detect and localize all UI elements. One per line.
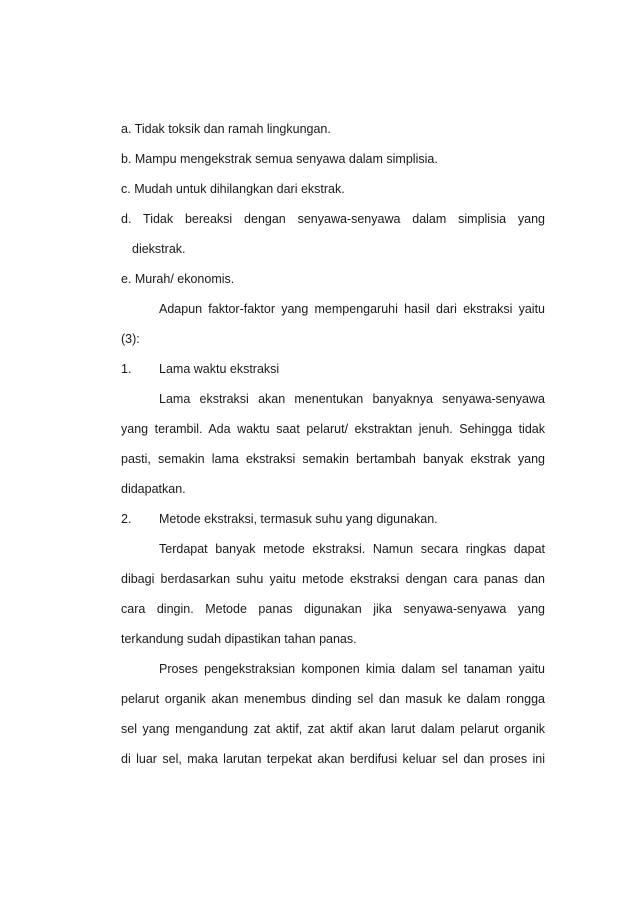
paragraph-line: Adapun faktor-faktor yang mempengaruhi hasil dari ekstraksi yaitu	[159, 302, 545, 316]
paragraph-line: pelarut organik akan menembus dinding sel dan masuk ke dalam rongga	[121, 692, 545, 706]
paragraph-line: di luar sel, maka larutan terpekat akan berdifusi keluar sel dan proses ini	[121, 752, 545, 766]
paragraph-line: (3):	[121, 332, 140, 346]
paragraph-line: cara dingin. Metode panas digunakan jika senyawa-senyawa yang	[121, 602, 545, 616]
paragraph-line: terkandung sudah dipastikan tahan panas.	[121, 632, 357, 646]
paragraph-line: dibagi berdasarkan suhu yaitu metode ekstraksi dengan cara panas dan	[121, 572, 545, 586]
paragraph-line: Lama ekstraksi akan menentukan banyaknya senyawa-senyawa	[159, 392, 545, 406]
list-item-e: e. Murah/ ekonomis.	[121, 272, 235, 286]
paragraph-line: Proses pengekstraksian komponen kimia dalam sel tanaman yaitu	[159, 662, 545, 676]
list-item-d: d. Tidak bereaksi dengan senyawa-senyawa dalam simplisia yang	[121, 212, 545, 226]
list-item-b: b. Mampu mengekstrak semua senyawa dalam simplisia.	[121, 152, 438, 166]
section-heading: Lama waktu ekstraksi	[159, 362, 280, 376]
list-item-c: c. Mudah untuk dihilangkan dari ekstrak.	[121, 182, 345, 196]
list-item-a: a. Tidak toksik dan ramah lingkungan.	[121, 122, 331, 136]
section-heading: Metode ekstraksi, termasuk suhu yang digunakan.	[159, 512, 438, 526]
paragraph-line: Terdapat banyak metode ekstraksi. Namun secara ringkas dapat	[159, 542, 545, 556]
section-number: 2.	[121, 512, 132, 526]
paragraph-line: sel yang mengandung zat aktif, zat aktif akan larut dalam pelarut organik	[121, 722, 545, 736]
section-number: 1.	[121, 362, 132, 376]
paragraph-line: didapatkan.	[121, 482, 186, 496]
list-item-d-continued: diekstrak.	[132, 242, 186, 256]
paragraph-line: yang terambil. Ada waktu saat pelarut/ ekstraktan jenuh. Sehingga tidak	[121, 422, 545, 436]
paragraph-line: pasti, semakin lama ekstraksi semakin bertambah banyak ekstrak yang	[121, 452, 545, 466]
